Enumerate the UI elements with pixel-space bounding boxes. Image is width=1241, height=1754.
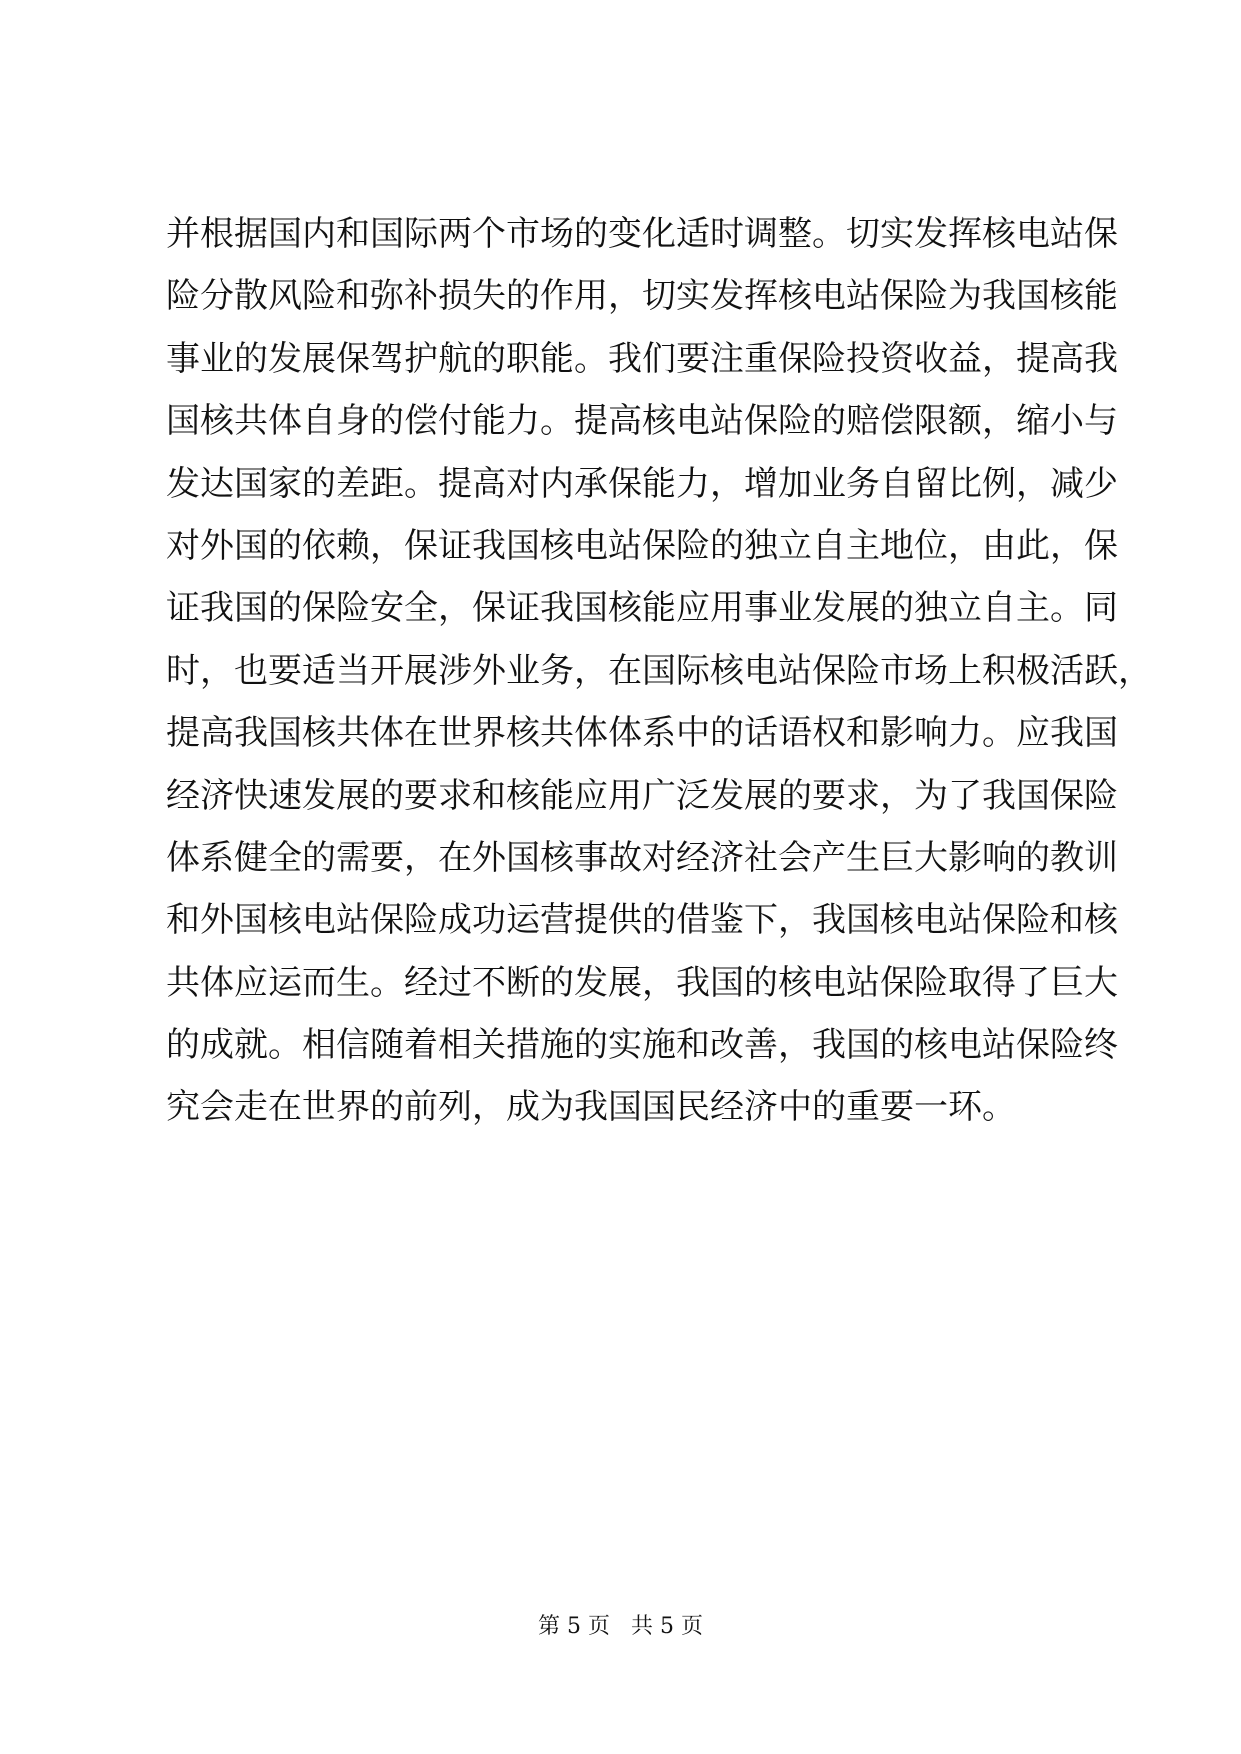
text-line: 提高我国核共体在世界核共体体系中的话语权和影响力。应我国 — [166, 713, 1118, 754]
text-line: 究会走在世界的前列，成为我国国民经济中的重要一环。 — [166, 1087, 1016, 1128]
text-line: 体系健全的需要，在外国核事故对经济社会产生巨大影响的教训 — [166, 837, 1118, 878]
text-line: 的成就。相信随着相关措施的实施和改善，我国的核电站保险终 — [166, 1025, 1118, 1066]
page-number-total: 共 5 页 — [631, 1614, 703, 1639]
text-line: 共体应运而生。经过不断的发展，我国的核电站保险取得了巨大 — [166, 962, 1118, 1003]
body-text — [166, 203, 1152, 1139]
text-line: 经济快速发展的要求和核能应用广泛发展的要求，为了我国保险 — [166, 775, 1118, 816]
page-footer — [0, 1612, 1241, 1642]
text-line: 发达国家的差距。提高对内承保能力，增加业务自留比例，减少 — [166, 463, 1118, 504]
text-line: 险分散风险和弥补损失的作用，切实发挥核电站保险为我国核能 — [166, 276, 1118, 317]
text-line: 事业的发展保驾护航的职能。我们要注重保险投资收益，提高我 — [166, 338, 1118, 379]
text-line: 并根据国内和国际两个市场的变化适时调整。切实发挥核电站保 — [166, 214, 1118, 254]
text-line: 证我国的保险安全，保证我国核能应用事业发展的独立自主。同 — [166, 588, 1118, 629]
text-line: 国核共体自身的偿付能力。提高核电站保险的赔偿限额，缩小与 — [166, 401, 1118, 442]
text-line: 对外国的依赖，保证我国核电站保险的独立自主地位，由此，保 — [166, 525, 1118, 566]
page-number-current: 第 5 页 — [538, 1614, 610, 1639]
text-line: 和外国核电站保险成功运营提供的借鉴下，我国核电站保险和核 — [166, 900, 1118, 941]
text-line: 时，也要适当开展涉外业务，在国际核电站保险市场上积极活跃， — [166, 650, 1152, 691]
